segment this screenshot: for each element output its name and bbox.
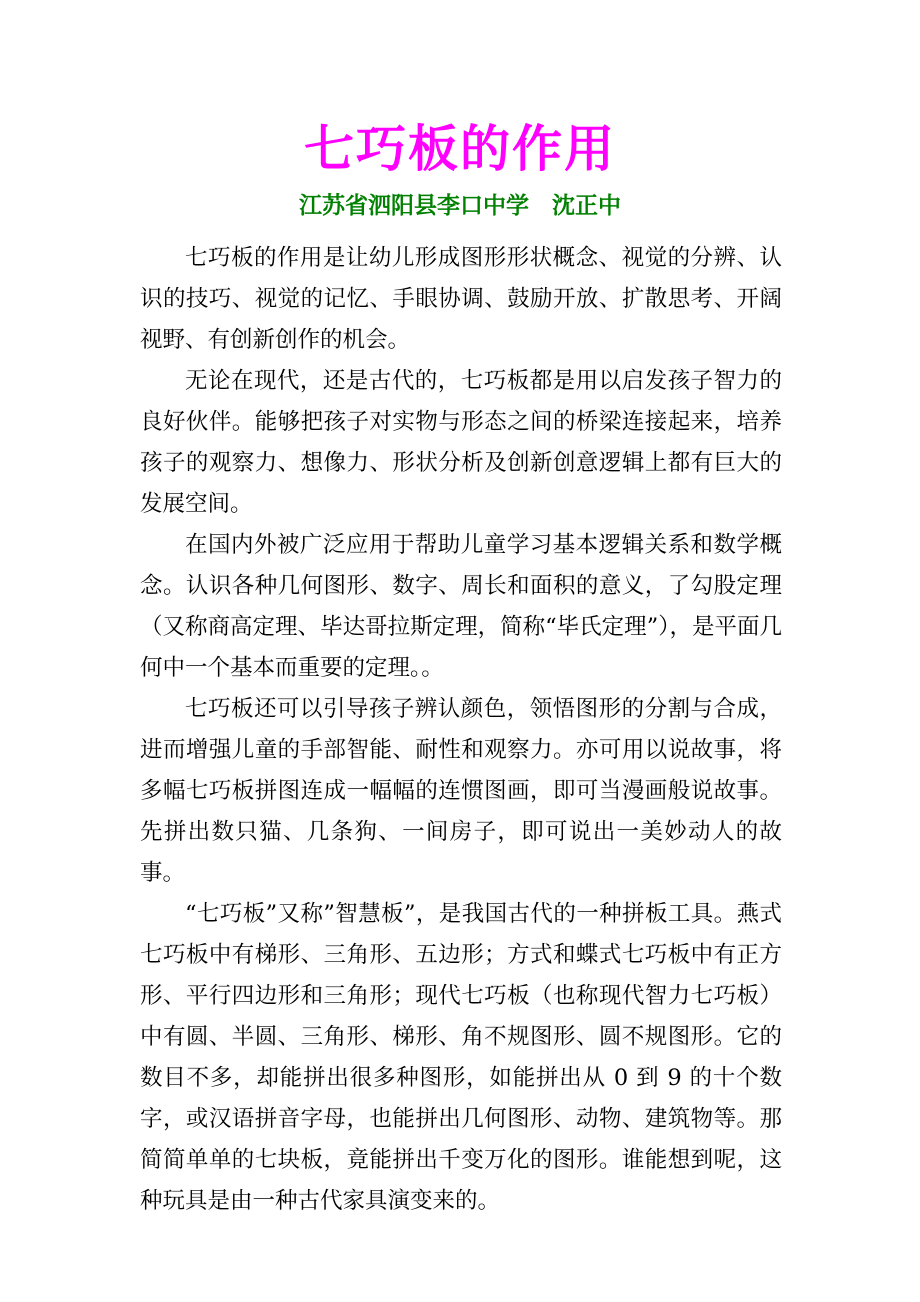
document-byline: 江苏省泗阳县李口中学 沈正中 <box>299 193 621 219</box>
paragraph-4: 七巧板还可以引导孩子辨认颜色，领悟图形的分割与合成，进而增强儿童的手部智能、耐性和观察力。亦可用以说故事，将多幅七巧板拼图连成一幅幅的连惯图画，即可当漫画般说故事。先拼出数只猫、几条狗、一间房子，即可说出一美妙动人的故事。 <box>140 696 782 886</box>
paragraph-5: “七巧板”又称”智慧板”，是我国古代的一种拼板工具。燕式七巧板中有梯形、三角形、五边形；方式和蝶式七巧板中有正方形、平行四边形和三角形；现代七巧板（也称现代智力七巧板）中有圆、半圆、三角形、梯形、角不规图形、圆不规图形。它的数目不多，却能拼出很多种图形，如能拼出从 0 到 9 的十个数字，或汉语拼音字母，也能拼出几何图形、动物、建筑物等。那简简单单的七块板，竟能拼出千变万化的图形。谁能想到呢，这种玩具是由一种古代家具演变来的。 <box>140 901 782 1214</box>
document-title: 七巧板的作用 <box>304 120 616 178</box>
paragraph-2: 无论在现代，还是古代的，七巧板都是用以启发孩子智力的良好伙伴。能够把孩子对实物与形态之间的桥梁连接起来，培养孩子的观察力、想像力、形状分析及创新创意逻辑上都有巨大的发展空间。 <box>140 368 782 517</box>
paragraph-1: 七巧板的作用是让幼儿形成图形形状概念、视觉的分辨、认识的技巧、视觉的记忆、手眼协调、鼓励开放、扩散思考、开阔视野、有创新创作的机会。 <box>140 245 782 353</box>
paragraph-3: 在国内外被广泛应用于帮助儿童学习基本逻辑关系和数学概念。认识各种几何图形、数字、周长和面积的意义，了勾股定理（又称商高定理、毕达哥拉斯定理，简称“毕氏定理”），是平面几何中一个基本而重要的定理。。 <box>140 532 782 681</box>
document-body <box>140 238 782 1222</box>
